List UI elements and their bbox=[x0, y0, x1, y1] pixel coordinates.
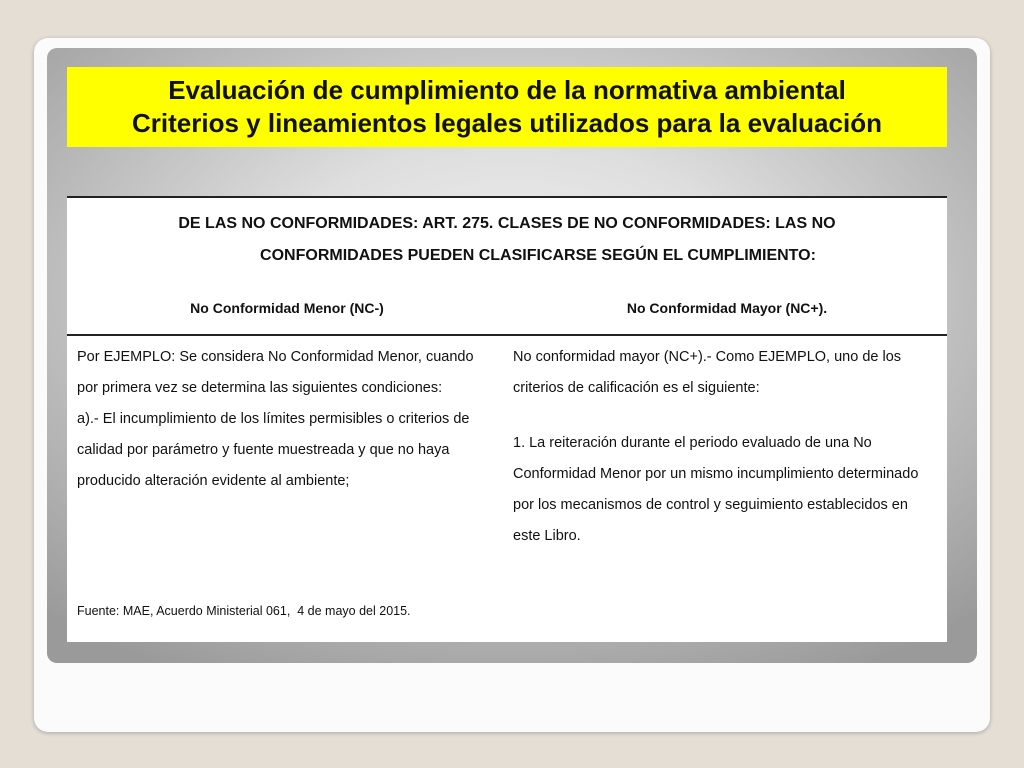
table-header-line-2: CONFORMIDADES PUEDEN CLASIFICARSE SEGÚN EL CUMPLIMIENTO: bbox=[260, 247, 816, 264]
table-mid-rule bbox=[67, 334, 947, 336]
title-banner bbox=[67, 67, 947, 147]
table-header-line-1: DE LAS NO CONFORMIDADES: ART. 275. CLASES DE NO CONFORMIDADES: LAS NO bbox=[178, 215, 836, 232]
column-header-minor: No Conformidad Menor (NC-) bbox=[190, 300, 384, 316]
table-top-rule bbox=[67, 196, 947, 198]
criteria-table bbox=[67, 196, 947, 642]
minor-paragraph-1: Por EJEMPLO: Se considera No Conformidad Menor, cuando por primera vez se determina las siguientes condiciones: bbox=[77, 349, 474, 396]
major-nonconformity-cell bbox=[513, 342, 939, 552]
table-header bbox=[67, 208, 947, 272]
minor-nonconformity-cell bbox=[77, 342, 497, 497]
title-line-2: Criterios y lineamientos legales utilizados para la evaluación bbox=[132, 108, 882, 138]
source-citation: Fuente: MAE, Acuerdo Ministerial 061, 4 de mayo del 2015. bbox=[77, 604, 411, 618]
major-paragraph-1: No conformidad mayor (NC+).- Como EJEMPLO, uno de los criterios de calificación es el siguiente: bbox=[513, 349, 902, 396]
paragraph-spacer bbox=[513, 404, 939, 428]
column-header-major: No Conformidad Mayor (NC+). bbox=[626, 300, 828, 316]
minor-paragraph-2: a).- El incumplimiento de los límites permisibles o criterios de calidad por parámetro y fuente muestreada y que no haya producido alteración evidente al ambiente; bbox=[77, 411, 470, 489]
title-line-1: Evaluación de cumplimiento de la normativa ambiental bbox=[168, 75, 846, 105]
major-paragraph-2: 1. La reiteración durante el periodo evaluado de una No Conformidad Menor por un mismo incumplimiento determinado por los mecanismos de control y seguimiento establecidos en este Libro. bbox=[513, 435, 919, 544]
